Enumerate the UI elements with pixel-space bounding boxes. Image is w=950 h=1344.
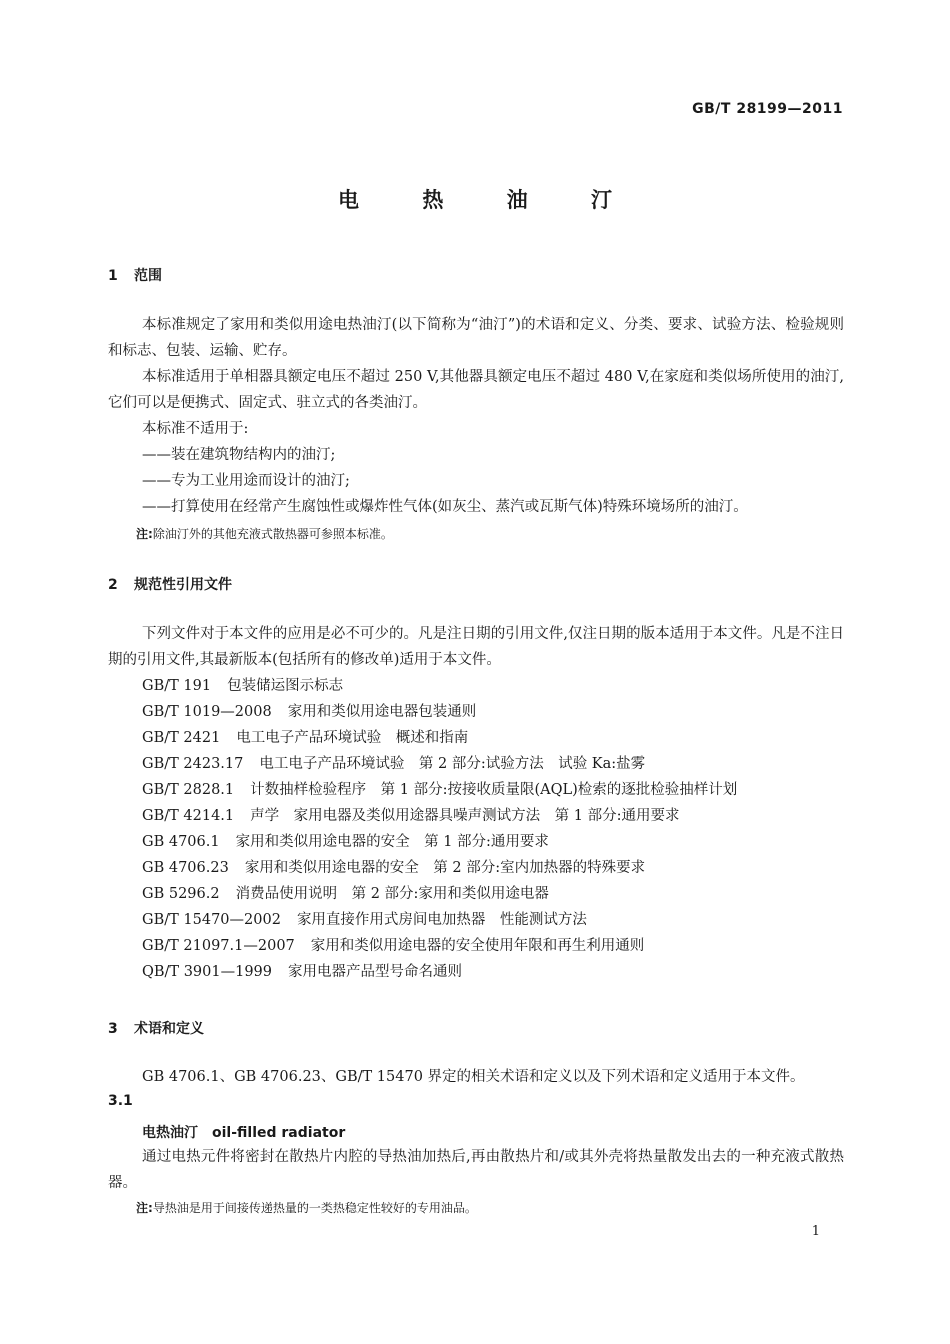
document-id: GB/T 28199—2011 [692, 101, 843, 117]
reference-title: 家用和类似用途电器的安全 第 2 部分:室内加热器的特殊要求 [244, 860, 646, 876]
not-applicable-intro: 本标准不适用于: [142, 421, 249, 437]
section-title: 范围 [134, 268, 162, 284]
reference-code: GB 4706.23 [142, 860, 229, 876]
reference-title: 家用和类似用途电器的安全 第 1 部分:通用要求 [235, 834, 549, 850]
reference-code: GB/T 1019—2008 [142, 704, 272, 720]
exclusion-item: ——打算使用在经常产生腐蚀性或爆炸性气体(如灰尘、蒸汽或瓦斯气体)特殊环境场所的油汀。 [142, 499, 748, 515]
reference-code: GB/T 15470—2002 [142, 912, 281, 928]
reference-title: 包装储运图示标志 [227, 678, 344, 694]
term-note [136, 1198, 477, 1218]
reference-title: 家用直接作用式房间电加热器 性能测试方法 [296, 912, 587, 928]
reference-title: 电工电子产品环境试验 第 2 部分:试验方法 试验 Ka:盐雾 [259, 756, 646, 772]
section-number: 1 [108, 268, 118, 284]
reference-code: QB/T 3901—1999 [142, 964, 273, 980]
reference-code: GB/T 21097.1—2007 [142, 938, 295, 954]
reference-title: 声学 家用电器及类似用途器具噪声测试方法 第 1 部分:通用要求 [250, 808, 680, 824]
reference-title: 消费品使用说明 第 2 部分:家用和类似用途电器 [235, 886, 549, 902]
section-heading-normative-references [108, 574, 232, 594]
reference-title: 计数抽样检验程序 第 1 部分:按接收质量限(AQL)检索的逐批检验抽样计划 [250, 782, 738, 798]
scope-paragraph-2: 本标准适用于单相器具额定电压不超过 250 V,其他器具额定电压不超过 480 V,在家庭和类似场所使用的油汀,它们可以是便携式、固定式、驻立式的各类油汀。 [108, 369, 844, 411]
reference-entry [142, 829, 549, 855]
reference-title: 电工电子产品环境试验 概述和指南 [236, 730, 469, 746]
term-number: 3.1 [108, 1093, 133, 1109]
exclusion-item: ——装在建筑物结构内的油汀; [142, 447, 336, 463]
reference-entry [142, 673, 343, 699]
reference-entry [142, 933, 644, 959]
reference-entry [142, 699, 476, 725]
reference-code: GB/T 191 [142, 678, 212, 694]
section-number: 2 [108, 577, 118, 593]
page-number: 1 [811, 1224, 820, 1239]
reference-entry [142, 881, 549, 907]
term-definition: 通过电热元件将密封在散热片内腔的导热油加热后,再由散热片和/或其外壳将热量散发出去的一种充液式散热器。 [108, 1149, 844, 1191]
note-label: 注: [136, 1201, 153, 1215]
reference-entry [142, 725, 468, 751]
note-text: 除油汀外的其他充液式散热器可参照本标准。 [152, 527, 393, 541]
scope-paragraph-1: 本标准规定了家用和类似用途电热油汀(以下简称为“油汀”)的术语和定义、分类、要求、试验方法、检验规则和标志、包装、运输、贮存。 [108, 317, 844, 359]
exclusion-item: ——专为工业用途而设计的油汀; [142, 473, 350, 489]
section-heading-terms [108, 1018, 204, 1038]
reference-code: GB/T 2421 [142, 730, 221, 746]
section-heading-scope [108, 265, 162, 285]
scope-note [136, 524, 393, 544]
document-title: 电 热 油 汀 [338, 188, 640, 212]
reference-title: 家用和类似用途电器的安全使用年限和再生利用通则 [310, 938, 645, 954]
references-intro: 下列文件对于本文件的应用是必不可少的。凡是注日期的引用文件,仅注日期的版本适用于本文件。凡是不注日期的引用文件,其最新版本(包括所有的修改单)适用于本文件。 [108, 626, 844, 668]
reference-entry [142, 803, 679, 829]
terms-intro: GB 4706.1、GB 4706.23、GB/T 15470 界定的相关术语和定义以及下列术语和定义适用于本文件。 [142, 1069, 805, 1085]
reference-entry [142, 855, 645, 881]
term-heading [142, 1122, 345, 1142]
reference-entry [142, 907, 587, 933]
reference-title: 家用和类似用途电器包装通则 [287, 704, 477, 720]
note-text: 导热油是用于间接传递热量的一类热稳定性较好的专用油品。 [152, 1201, 477, 1215]
reference-entry [142, 959, 462, 985]
reference-entry [142, 751, 645, 777]
section-title: 术语和定义 [134, 1021, 204, 1037]
reference-code: GB/T 2423.17 [142, 756, 244, 772]
reference-code: GB 4706.1 [142, 834, 220, 850]
term-english: oil-filled radiator [212, 1125, 346, 1141]
reference-entry [142, 777, 737, 803]
section-number: 3 [108, 1021, 118, 1037]
reference-code: GB/T 4214.1 [142, 808, 235, 824]
reference-title: 家用电器产品型号命名通则 [288, 964, 463, 980]
reference-code: GB 5296.2 [142, 886, 220, 902]
term-chinese: 电热油汀 [142, 1125, 198, 1141]
note-label: 注: [136, 527, 153, 541]
section-title: 规范性引用文件 [134, 577, 232, 593]
reference-code: GB/T 2828.1 [142, 782, 235, 798]
